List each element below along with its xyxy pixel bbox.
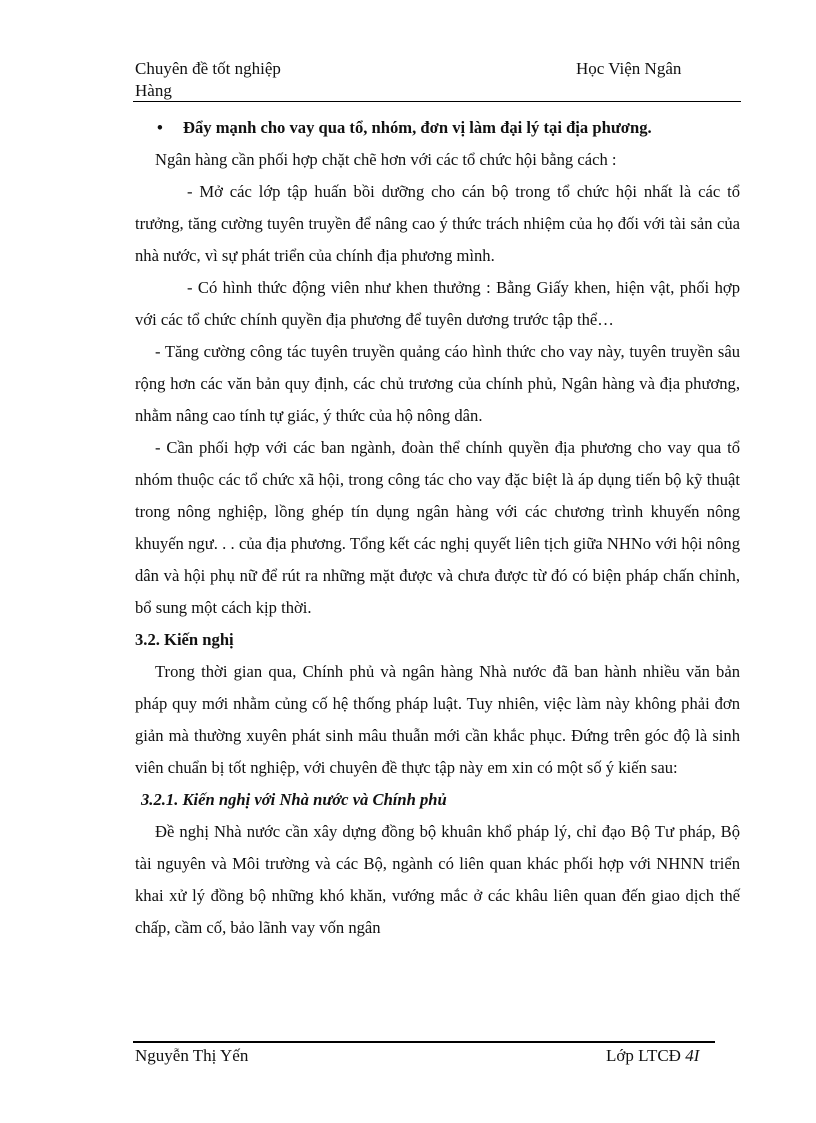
header-title: Chuyên đề tốt nghiệp bbox=[135, 59, 281, 78]
footer-class-number: 4I bbox=[685, 1046, 700, 1065]
paragraph-2: - Mở các lớp tập huấn bồi dưỡng cho cán bộ trong tổ chức hội nhất là các tổ trưởng, tăng cường tuyên truyền để nâng cao ý thức trách nhiệm của họ đối với tài sản của nhà nước, vì sự phát triển của chính địa phương mình. bbox=[135, 182, 740, 265]
document-body bbox=[135, 112, 740, 944]
bullet-heading-text: Đẩy mạnh cho vay qua tổ, nhóm, đơn vị làm đại lý tại địa phương. bbox=[183, 118, 652, 137]
header-left bbox=[135, 58, 335, 102]
header-rule bbox=[133, 101, 741, 102]
paragraph-7: Đề nghị Nhà nước cần xây dựng đồng bộ khuân khổ pháp lý, chỉ đạo Bộ Tư pháp, Bộ tài nguyên và Môi trường và các Bộ, ngành có liên quan khác phối hợp với NHNN triển khai xử lý đồng bộ những khó khăn, vướng mắc ở các khâu liên quan đến giao dịch thế chấp, cầm cố, bảo lãnh vay vốn ngân bbox=[135, 822, 740, 937]
header-institution: Học Viện Ngân bbox=[576, 59, 682, 78]
paragraph-6: Trong thời gian qua, Chính phủ và ngân hàng Nhà nước đã ban hành nhiều văn bản pháp quy mới nhằm củng cố hệ thống pháp luật. Tuy nhiên, việc làm này không phải đơn giản mà thường xuyên phát sinh mâu thuẫn mới cần khắc phục. Đứng trên góc độ là sinh viên chuẩn bị tốt nghiệp, với chuyên đề thực tập này em xin có một số ý kiến sau: bbox=[135, 662, 740, 777]
subsection-heading: 3.2.1. Kiến nghị với Nhà nước và Chính phủ bbox=[141, 790, 447, 809]
header-title-wrap: Hàng bbox=[135, 81, 172, 100]
footer-author: Nguyễn Thị Yến bbox=[135, 1046, 249, 1065]
section-heading: 3.2. Kiến nghị bbox=[135, 630, 234, 649]
paragraph-5: - Cần phối hợp với các ban ngành, đoàn thể chính quyền địa phương cho vay qua tổ nhóm thuộc các tổ chức xã hội, trong công tác cho vay đặc biệt là áp dụng tiến bộ kỹ thuật trong nông nghiệp, lồng ghép tín dụng ngân hàng với các chương trình khuyến nông khuyến ngư. . . của địa phương. Tổng kết các nghị quyết liên tịch giữa NHNo với hội nông dân và hội phụ nữ để rút ra những mặt được và chưa được từ đó có biện pháp chấn chỉnh, bổ sung một cách kịp thời. bbox=[135, 438, 740, 617]
paragraph-1: Ngân hàng cần phối hợp chặt chẽ hơn với các tổ chức hội bằng cách : bbox=[155, 150, 617, 169]
footer-rule bbox=[133, 1041, 715, 1043]
bullet-heading bbox=[135, 112, 740, 144]
paragraph-3: - Có hình thức động viên như khen thưởng : Bằng Giấy khen, hiện vật, phối hợp với các tổ chức chính quyền địa phương để tuyên dương trước tập thể… bbox=[135, 278, 740, 329]
footer-class bbox=[606, 1046, 699, 1066]
footer-class-prefix: Lớp LTCĐ bbox=[606, 1046, 681, 1065]
bullet-icon: • bbox=[157, 118, 163, 137]
paragraph-4: - Tăng cường công tác tuyên truyền quảng cáo hình thức cho vay này, tuyên truyền sâu rộng hơn các văn bản quy định, các chủ trương của chính phủ, Ngân hàng và địa phương, nhằm nâng cao tính tự giác, ý thức của hộ nông dân. bbox=[135, 342, 740, 425]
